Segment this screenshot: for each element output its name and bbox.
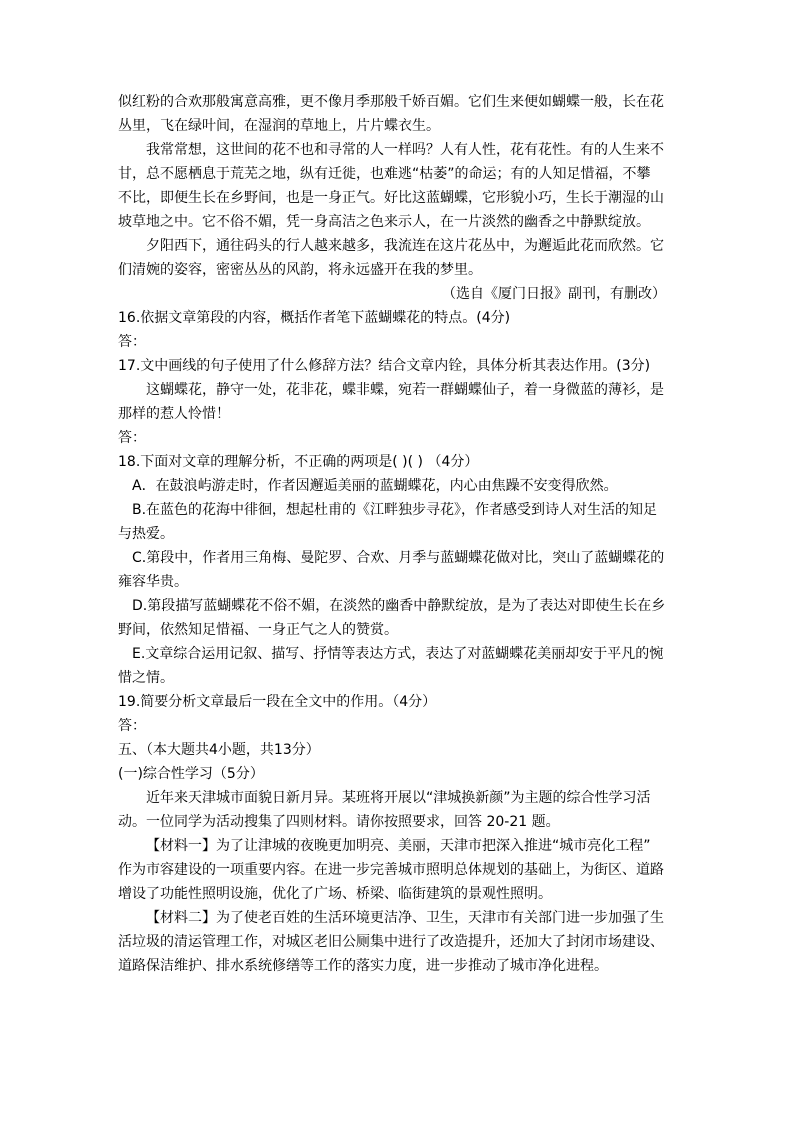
text-line: 道路保洁维护、排水系统修缮等工作的落实力度，进一步推动了城市净化进程。 (118, 958, 608, 974)
text-line: 那样的惹人怜惜！ (118, 406, 230, 422)
text-line: 野间，依然知足惜福、一身正气之人的赞赏。 (118, 622, 398, 638)
text-line: 们清婉的姿容，密密丛丛的风韵，将永远盛开在我的梦里。 (118, 262, 482, 278)
text-line: A．在鼓浪屿游走时，作者因邂逅美丽的蓝蝴蝶花，内心由焦躁不安变得欣然。 (132, 478, 618, 494)
text-line: 丛里，飞在绿叶间，在湿润的草地上，片片蝶衣生。 (118, 118, 440, 134)
text-line: D.第段描写蓝蝴蝶花不俗不媚，在淡然的幽香中静默绽放，是为了表达对即使生长在乡 (132, 598, 666, 614)
text-line: 增设了功能性照明设施，优化了广场、桥梁、临街建筑的景观性照明。 (118, 886, 552, 902)
text-line: 不比，即便生长在乡野间，也是一身正气。好比这蓝蝴蝶，它形貌小巧，生长于潮湿的山 (118, 190, 664, 206)
text-line: 我常常想，这世间的花不也和寻常的人一样吗？人有人性，花有花性。有的人生来不 (146, 142, 664, 158)
text-line: 这蝴蝶花，静守一处，花非花，蝶非蝶，宛若一群蝴蝶仙子，着一身微蓝的薄衫，是 (146, 382, 664, 398)
passage-source: （选自《厦门日报》副刊，有删改） (442, 286, 666, 302)
passage-paragraph-1 (118, 90, 666, 138)
answer-label: 答： (118, 430, 146, 446)
text-line: 【材料二】为了使老百姓的生活环境更洁净、卫生，天津市有关部门进一步加强了生 (146, 910, 664, 926)
text-line: C.第段中，作者用三角梅、曼陀罗、合欢、月季与蓝蝴蝶花做对比，突山了蓝蝴蝶花的 (132, 550, 665, 566)
text-line: 夕阳西下，通往码头的行人越来越多，我流连在这片花丛中，为邂逅此花而欣然。它 (146, 238, 664, 254)
text-line: 惜之情。 (118, 670, 174, 686)
material-2 (118, 906, 666, 978)
answer-label: 答： (118, 718, 146, 734)
section-5-subheading: (一)综合性学习（5分） (118, 766, 264, 782)
question-18: 18.下面对文章的理解分析，不正确的两项是( )( ) （4分） (118, 454, 479, 470)
text-line: 雍容华贵。 (118, 574, 188, 590)
question-19: 19.简要分析文章最后一段在全文中的作用。（4分） (118, 694, 437, 710)
passage-paragraph-2 (118, 138, 666, 234)
section-5-heading: 五、（本大题共4小题，共13分） (118, 742, 320, 758)
question-17: 17.文中画线的句子使用了什么修辞方法？结合文章内铨，具体分析其表达作用。(3分) (118, 358, 651, 374)
text-line: 近年来天津城市面貌日新月异。某班将开展以“津城换新颜”为主题的综合性学习活 (146, 790, 651, 806)
question-16: 16.依据文章第段的内容，概括作者笔下蓝蝴蝶花的特点。(4分) (118, 310, 511, 326)
option-b (118, 498, 666, 546)
option-d (118, 594, 666, 642)
section-5-intro (118, 786, 666, 834)
question-17-quote (118, 378, 666, 426)
text-line: 坡草地之中。它不俗不媚，凭一身高洁之色来示人，在一片淡然的幽香之中静默绽放。 (118, 214, 650, 230)
text-line: 动。一位同学为活动搜集了四则材料。请你按照要求，回答 20-21 题。 (118, 814, 560, 830)
text-line: 活垃圾的清运管理工作，对城区老旧公厕集中进行了改造提升，还加大了封闭市场建设、 (118, 934, 664, 950)
option-e (118, 642, 666, 690)
document-page (118, 90, 666, 978)
text-line: E.文章综合运用记叙、描写、抒情等表达方式，表达了对蓝蝴蝶花美丽却安于平凡的惋 (132, 646, 664, 662)
answer-label: 答： (118, 334, 146, 350)
passage-paragraph-3 (118, 234, 666, 282)
text-line: 似红粉的合欢那般寓意高雅，更不像月季那般千娇百媚。它们生来便如蝴蝶一般，长在花 (118, 94, 664, 110)
text-line: 甘，总不愿栖息于荒芜之地，纵有迁徙，也难逃“枯萎”的命运；有的人知足惜福，不攀 (118, 166, 651, 182)
option-c (118, 546, 666, 594)
option-a (118, 474, 666, 498)
text-line: 与热爱。 (118, 526, 174, 542)
text-line: B.在蓝色的花海中徘徊，想起杜甫的《江畔独步寻花》，作者感受到诗人对生活的知足 (132, 502, 658, 518)
material-1 (118, 834, 666, 906)
text-line: 作为市容建设的一项重要内容。在进一步完善城市照明总体规划的基础上，为街区、道路 (118, 862, 664, 878)
text-line: 【材料一】为了让津城的夜晚更加明亮、美丽，天津市把深入推进“城市亮化工程” (146, 838, 651, 854)
